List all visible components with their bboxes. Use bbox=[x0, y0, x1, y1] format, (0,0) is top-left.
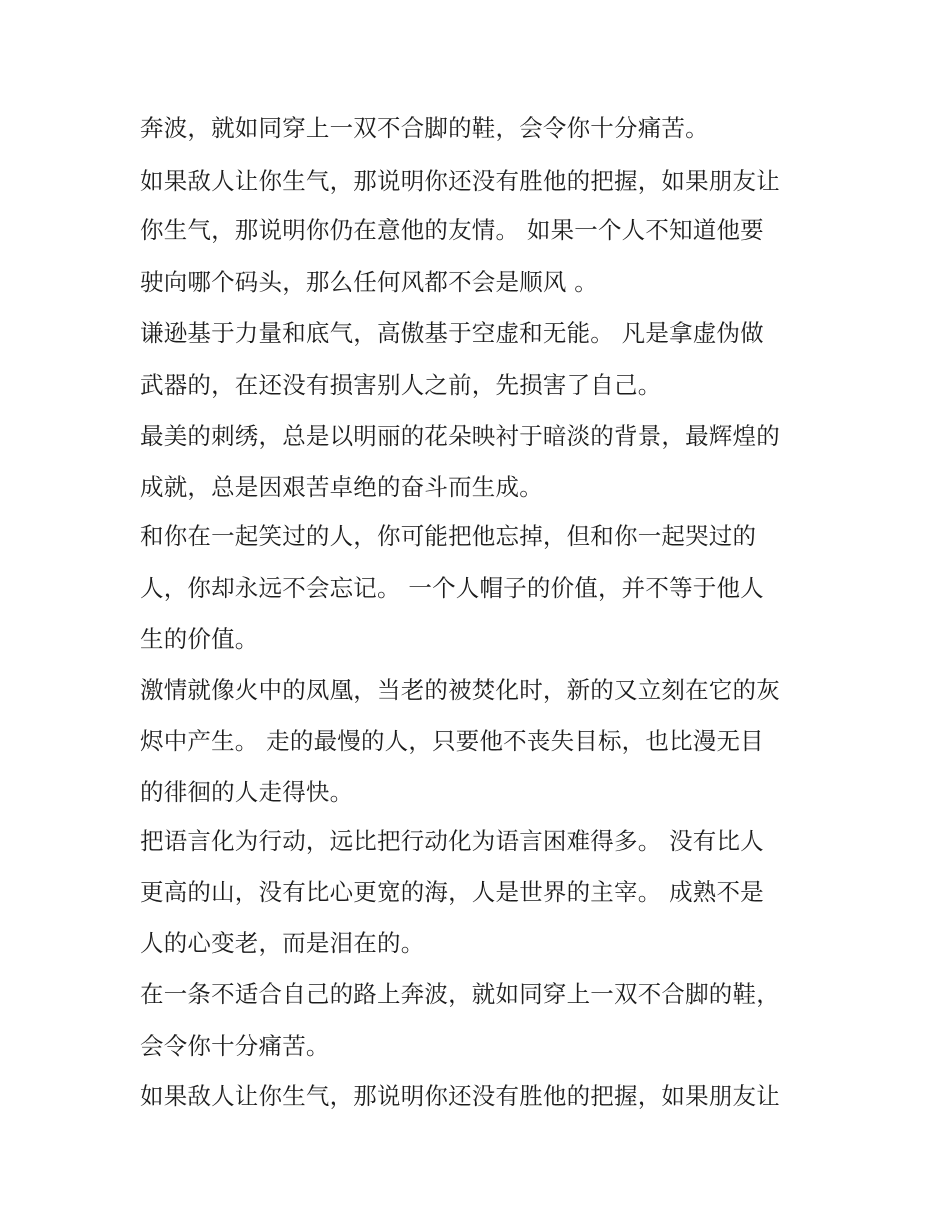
text-line: 人的心变老，而是泪在的。 bbox=[140, 929, 425, 957]
text-line: 把语言化为行动，远比把行动化为语言困难得多。 没有比人 bbox=[140, 827, 764, 855]
text-line: 激情就像火中的凤凰，当老的被焚化时，新的又立刻在它的灰 bbox=[140, 676, 780, 704]
text-line: 如果敌人让你生气，那说明你还没有胜他的把握，如果朋友让 bbox=[140, 167, 780, 195]
text-line: 会令你十分痛苦。 bbox=[140, 1032, 330, 1060]
text-line: 成就，总是因艰苦卓绝的奋斗而生成。 bbox=[140, 473, 543, 501]
text-line: 奔波，就如同穿上一双不合脚的鞋，会令你十分痛苦。 bbox=[140, 114, 709, 142]
text-line: 人，你却永远不会忘记。 一个人帽子的价值，并不等于他人 bbox=[140, 574, 764, 602]
text-line: 烬中产生。 走的最慢的人，只要他不丧失目标，也比漫无目 bbox=[140, 727, 764, 755]
text-line: 和你在一起笑过的人，你可能把他忘掉，但和你一起哭过的 bbox=[140, 522, 757, 550]
text-line: 在一条不适合自己的路上奔波，就如同穿上一双不合脚的鞋， bbox=[140, 980, 780, 1008]
text-line: 如果敌人让你生气，那说明你还没有胜他的把握，如果朋友让 bbox=[140, 1082, 780, 1110]
text-line: 的徘徊的人走得快。 bbox=[140, 778, 354, 806]
text-line: 驶向哪个码头，那么任何风都不会是顺风 。 bbox=[140, 268, 598, 296]
text-line: 更高的山，没有比心更宽的海，人是世界的主宰。 成熟不是 bbox=[140, 878, 764, 906]
text-line: 最美的刺绣，总是以明丽的花朵映衬于暗淡的背景，最辉煌的 bbox=[140, 422, 780, 450]
text-line: 生的价值。 bbox=[140, 625, 259, 653]
text-line: 你生气，那说明你仍在意他的友情。 如果一个人不知道他要 bbox=[140, 216, 764, 244]
text-line: 武器的，在还没有损害别人之前，先损害了自己。 bbox=[140, 371, 662, 399]
text-line: 谦逊基于力量和底气，高傲基于空虚和无能。 凡是拿虚伪做 bbox=[140, 319, 764, 347]
